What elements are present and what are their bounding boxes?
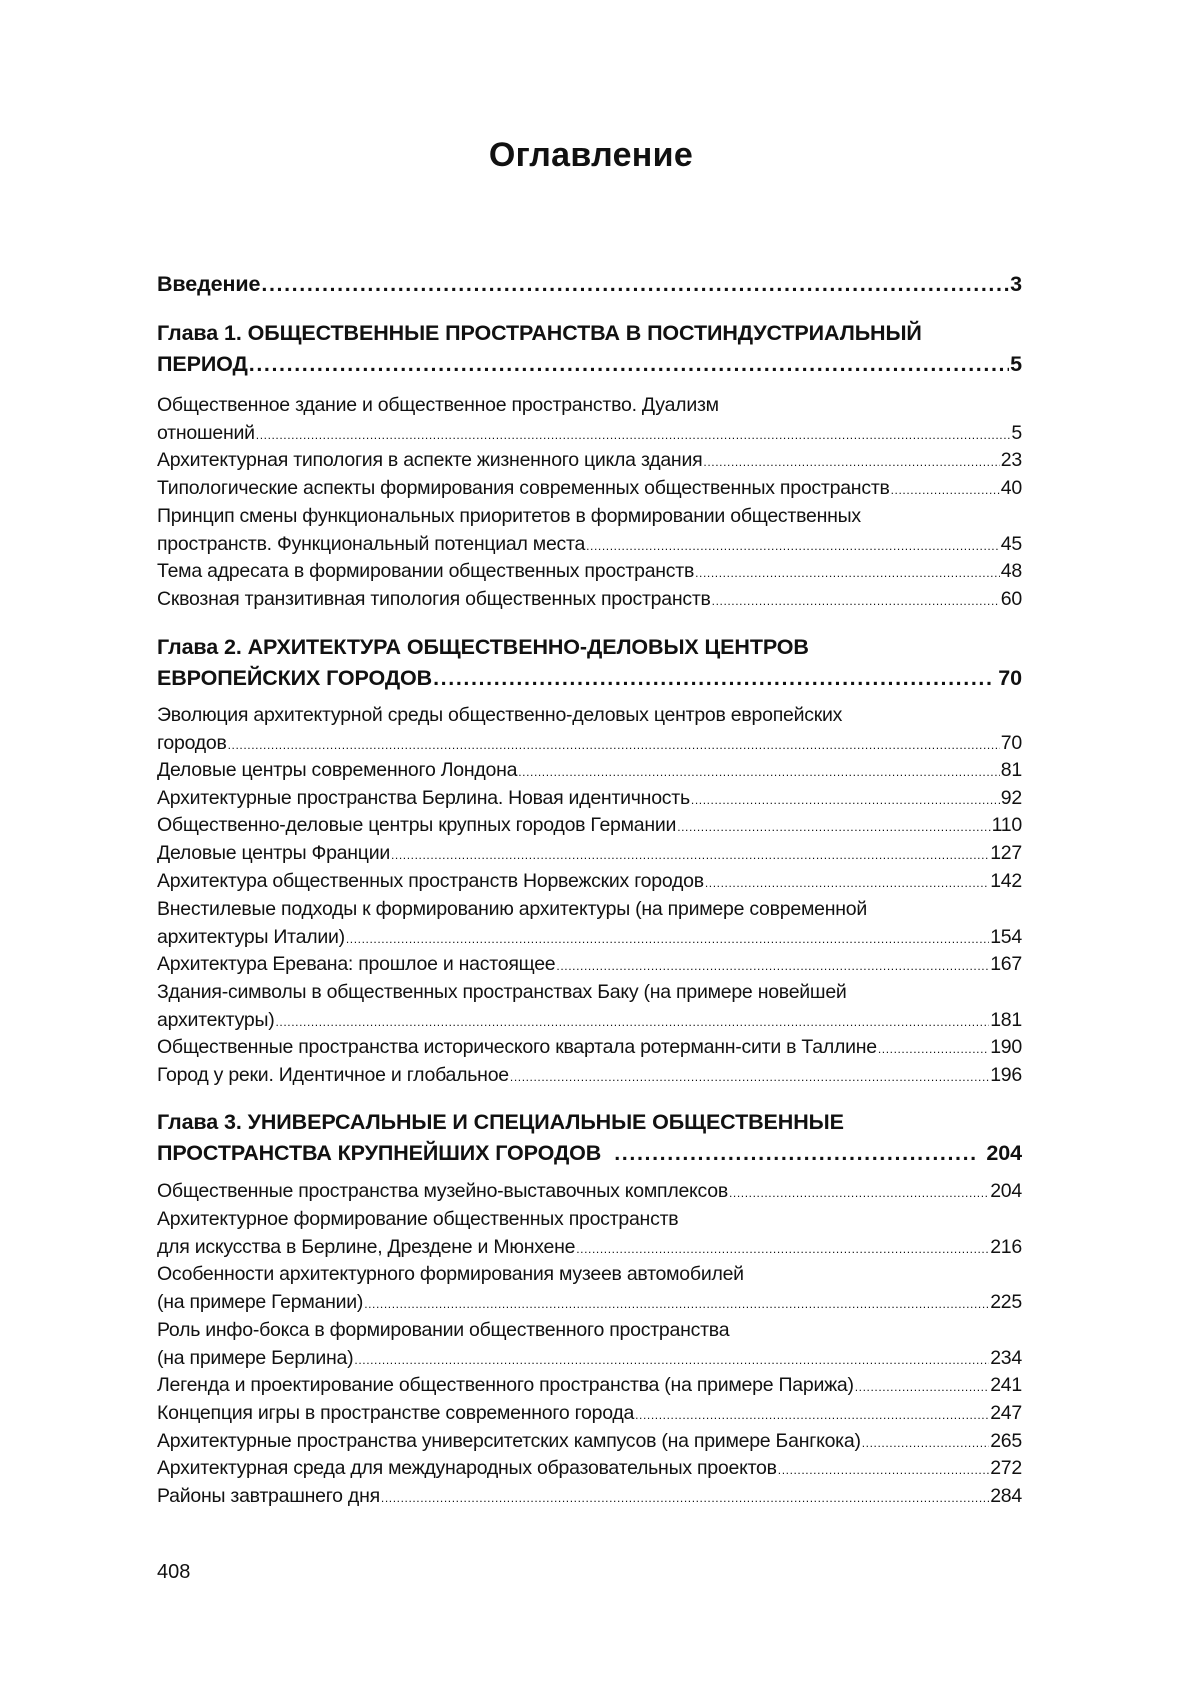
section-title: Общественные пространства музейно-выставочных комплексов xyxy=(157,1180,728,1202)
chapter-title-line1: Глава 1. ОБЩЕСТВЕННЫЕ ПРОСТРАНСТВА В ПОСТИНДУСТРИАЛЬНЫЙ xyxy=(157,321,922,345)
section-page: 110 xyxy=(991,814,1022,836)
section-page: 181 xyxy=(990,1008,1022,1031)
section-title-line2: (на примере Берлина) xyxy=(157,1346,354,1369)
section-page: 216 xyxy=(990,1235,1022,1258)
section-title-line1: Роль инфо-бокса в формировании общественного пространства xyxy=(157,1319,730,1341)
toc-section[interactable] xyxy=(157,702,1022,759)
toc-section[interactable] xyxy=(157,1178,1022,1208)
section-title-line1: Общественное здание и общественное пространство. Дуализм xyxy=(157,394,719,416)
toc-section[interactable] xyxy=(157,1372,1022,1402)
dot-leader xyxy=(614,1138,979,1169)
toc-section[interactable] xyxy=(157,475,1022,505)
section-title: Архитектурные пространства Берлина. Новая идентичность xyxy=(157,787,690,809)
dot-leader xyxy=(261,269,1009,300)
section-title: Типологические аспекты формирования современных общественных пространств xyxy=(157,477,890,499)
toc-chapter-1[interactable] xyxy=(157,318,1022,380)
section-page: 234 xyxy=(990,1346,1022,1369)
section-title-line1: Принцип смены функциональных приоритетов в формировании общественных xyxy=(157,505,861,527)
section-page: 167 xyxy=(990,953,1022,975)
section-page: 45 xyxy=(1000,532,1022,555)
dot-leader xyxy=(576,1236,989,1264)
entry-page: 3 xyxy=(1010,272,1022,296)
toc-section[interactable] xyxy=(157,586,1022,616)
toc-section[interactable] xyxy=(157,1483,1022,1513)
section-title-line1: Особенности архитектурного формирования музеев автомобилей xyxy=(157,1263,744,1285)
dot-leader xyxy=(510,1064,989,1092)
dot-leader xyxy=(391,842,989,870)
section-page: 70 xyxy=(1000,731,1022,754)
toc-section[interactable] xyxy=(157,812,1022,842)
dot-leader xyxy=(635,1402,989,1430)
section-title: Сквозная транзитивная типология общественных пространств xyxy=(157,588,711,610)
chapter-title-line1: Глава 3. УНИВЕРСАЛЬНЫЕ И СПЕЦИАЛЬНЫЕ ОБЩЕСТВЕННЫЕ xyxy=(157,1110,844,1134)
section-title: Общественные пространства исторического квартала ротерманн-сити в Таллине xyxy=(157,1036,877,1058)
section-page: 196 xyxy=(990,1064,1022,1086)
section-page: 247 xyxy=(990,1402,1022,1424)
toc-section[interactable] xyxy=(157,1062,1022,1092)
page-number: 408 xyxy=(157,1561,191,1583)
section-title: Легенда и проектирование общественного пространства (на примере Парижа) xyxy=(157,1374,854,1396)
toc-section[interactable] xyxy=(157,1400,1022,1430)
section-title-line2: пространств. Функциональный потенциал места xyxy=(157,532,586,555)
section-title: Архитектурная типология в аспекте жизненного цикла здания xyxy=(157,449,703,471)
toc-section[interactable] xyxy=(157,868,1022,898)
dot-leader xyxy=(891,477,1000,505)
section-title: Архитектурные пространства университетских кампусов (на примере Бангкока) xyxy=(157,1430,861,1452)
section-page: 48 xyxy=(1000,560,1022,582)
dot-leader xyxy=(855,1374,989,1402)
dot-leader xyxy=(677,814,990,842)
dot-leader xyxy=(556,953,989,981)
toc-section[interactable] xyxy=(157,1317,1022,1374)
dot-leader xyxy=(712,588,1000,616)
dot-leader xyxy=(729,1180,989,1208)
dot-leader xyxy=(354,1347,989,1375)
toc-section[interactable] xyxy=(157,558,1022,588)
section-title-line2: архитектуры Италии) xyxy=(157,925,345,948)
toc-section[interactable] xyxy=(157,840,1022,870)
section-title-line1: Внестилевые подходы к формированию архитектуры (на примере современной xyxy=(157,898,867,920)
dot-leader xyxy=(878,1036,989,1064)
toc-section[interactable] xyxy=(157,503,1022,560)
dot-leader xyxy=(703,449,999,477)
toc-section[interactable] xyxy=(157,757,1022,787)
section-page: 265 xyxy=(990,1430,1022,1452)
section-page: 225 xyxy=(990,1290,1022,1313)
toc-chapter-3[interactable] xyxy=(157,1107,1022,1169)
section-title: Районы завтрашнего дня xyxy=(157,1485,380,1507)
section-title: Деловые центры современного Лондона xyxy=(157,759,518,781)
section-title: Общественно-деловые центры крупных городов Германии xyxy=(157,814,677,836)
section-title-line2: для искусства в Берлине, Дрездене и Мюнхене xyxy=(157,1235,576,1258)
chapter-page: 204 xyxy=(986,1141,1022,1165)
dot-leader xyxy=(228,732,1000,760)
toc-section[interactable] xyxy=(157,1428,1022,1458)
section-title: Архитектура Еревана: прошлое и настоящее xyxy=(157,953,556,975)
toc-section[interactable] xyxy=(157,896,1022,953)
section-title: Тема адресата в формировании общественных пространств xyxy=(157,560,695,582)
section-title-line2: городов xyxy=(157,731,227,754)
section-page: 190 xyxy=(990,1036,1022,1058)
section-title: Архитектура общественных пространств Норвежских городов xyxy=(157,870,704,892)
section-title-line1: Эволюция архитектурной среды общественно-деловых центров европейских xyxy=(157,704,843,726)
section-page: 284 xyxy=(990,1485,1022,1507)
section-page: 23 xyxy=(1000,449,1022,471)
toc-section[interactable] xyxy=(157,1455,1022,1485)
section-title-line2: отношений xyxy=(157,421,255,444)
toc-section[interactable] xyxy=(157,447,1022,477)
section-title-line1: Здания-символы в общественных пространствах Баку (на примере новейшей xyxy=(157,981,847,1003)
toc-section[interactable] xyxy=(157,1261,1022,1318)
dot-leader xyxy=(778,1457,989,1485)
section-title: Архитектурная среда для международных образовательных проектов xyxy=(157,1457,777,1479)
dot-leader xyxy=(695,560,1000,588)
section-page: 5 xyxy=(1011,421,1022,444)
section-page: 241 xyxy=(990,1374,1022,1396)
section-title: Город у реки. Идентичное и глобальное xyxy=(157,1064,509,1086)
section-title: Концепция игры в пространстве современного города xyxy=(157,1402,635,1424)
toc-section[interactable] xyxy=(157,1206,1022,1263)
toc-section[interactable] xyxy=(157,1034,1022,1064)
chapter-title-line2: ЕВРОПЕЙСКИХ ГОРОДОВ xyxy=(157,666,433,690)
dot-leader xyxy=(862,1430,989,1458)
section-page: 40 xyxy=(1000,477,1022,499)
dot-leader xyxy=(275,1009,989,1037)
dot-leader xyxy=(381,1485,989,1513)
section-page: 272 xyxy=(990,1457,1022,1479)
section-title-line2: (на примере Германии) xyxy=(157,1290,364,1313)
section-title-line2: архитектуры) xyxy=(157,1008,275,1031)
dot-leader xyxy=(518,759,1000,787)
section-page: 81 xyxy=(1000,759,1022,781)
section-title-line1: Архитектурное формирование общественных пространств xyxy=(157,1208,679,1230)
section-page: 154 xyxy=(990,925,1022,948)
toc-chapter-2[interactable] xyxy=(157,632,1022,694)
entry-title: Введение xyxy=(157,272,261,296)
chapter-title-line2: ПРОСТРАНСТВА КРУПНЕЙШИХ ГОРОДОВ xyxy=(157,1141,602,1165)
section-page: 142 xyxy=(990,870,1022,892)
toc-section[interactable] xyxy=(157,951,1022,981)
chapter-page: 5 xyxy=(1010,352,1022,376)
section-page: 60 xyxy=(1000,588,1022,610)
dot-leader xyxy=(691,787,1000,815)
toc-intro[interactable] xyxy=(157,269,1022,300)
toc-section[interactable] xyxy=(157,979,1022,1036)
dot-leader xyxy=(705,870,989,898)
chapter-title-line2: ПЕРИОД xyxy=(157,352,248,376)
dot-leader xyxy=(586,533,1000,561)
page-title: Оглавление xyxy=(488,136,694,174)
dot-leader xyxy=(256,422,1011,450)
chapter-title-line1: Глава 2. АРХИТЕКТУРА ОБЩЕСТВЕННО-ДЕЛОВЫХ ЦЕНТРОВ xyxy=(157,635,809,659)
section-title: Деловые центры Франции xyxy=(157,842,390,864)
dot-leader xyxy=(346,926,989,954)
section-page: 204 xyxy=(990,1180,1022,1202)
dot-leader xyxy=(249,349,1009,380)
dot-leader xyxy=(433,663,991,694)
toc-section[interactable] xyxy=(157,392,1022,449)
section-page: 92 xyxy=(1000,787,1022,809)
dot-leader xyxy=(364,1291,989,1319)
chapter-page: 70 xyxy=(998,666,1022,690)
toc-section[interactable] xyxy=(157,785,1022,815)
section-page: 127 xyxy=(990,842,1022,864)
